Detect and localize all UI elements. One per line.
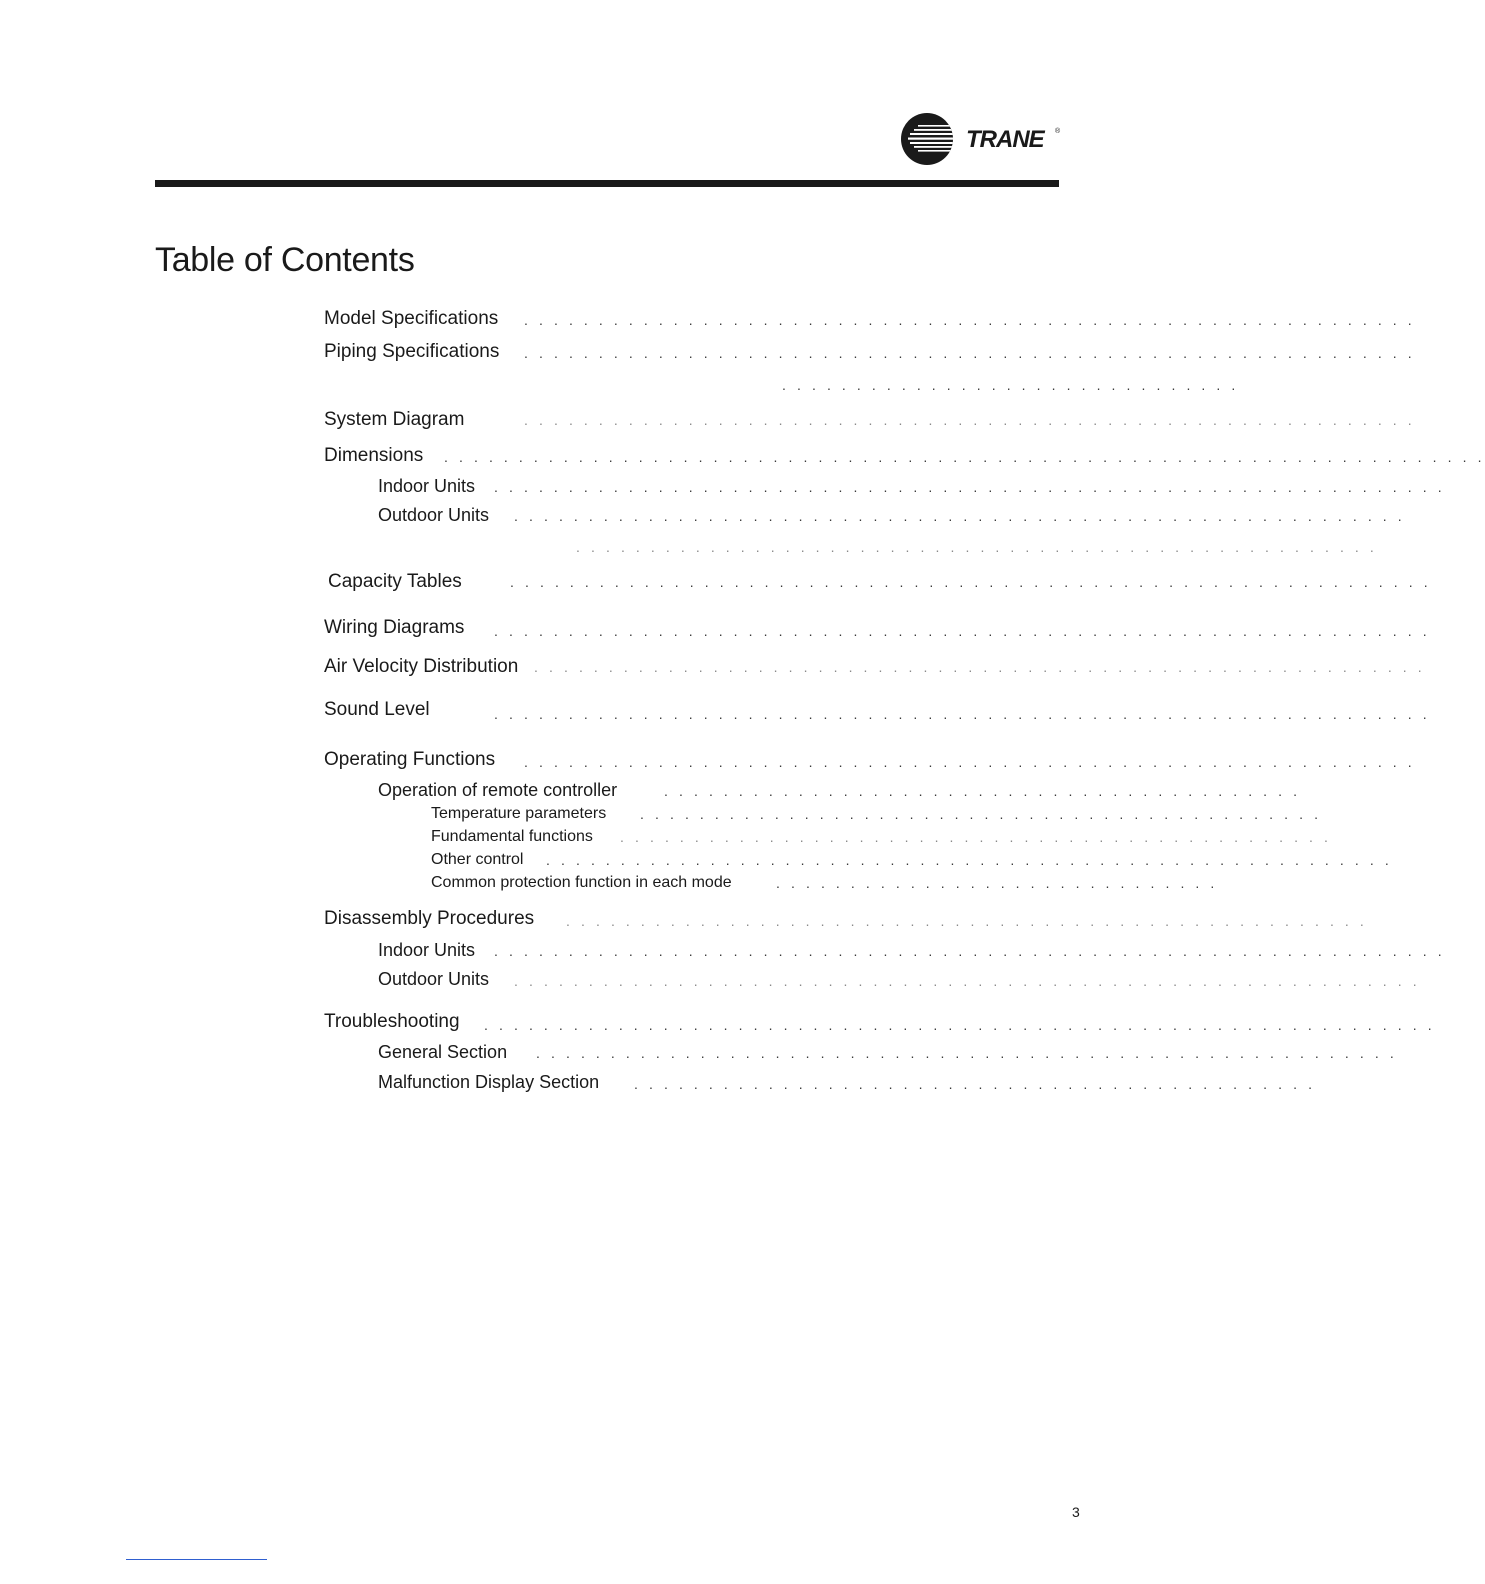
dot-leader: . . . . . . . . . . . . . . . . . . . . . . . . . . . . . . . . . . . . . . . . . . . . . . . . . . . . . . . . . . . . . . . xyxy=(494,706,1431,722)
dot-leader: . . . . . . . . . . . . . . . . . . . . . . . . . . . . . . . . . . . . . . . . . . . . . . . . . . . . . . . . . . xyxy=(536,1045,1398,1061)
dot-leader: . . . . . . . . . . . . . . . . . . . . . . . . . . . . . . . . . . . . . . . . . . . . . . . . . . . . . . . . . . . . xyxy=(524,412,1416,428)
toc-disassembly-indoor-units[interactable]: Indoor Units xyxy=(378,940,476,960)
toc-piping-specifications[interactable]: Piping Specifications xyxy=(324,341,500,362)
toc-disassembly-outdoor-units[interactable]: Outdoor Units xyxy=(378,969,490,989)
trane-logo xyxy=(900,111,1065,167)
toc-other-control[interactable]: Other control xyxy=(431,851,524,868)
dot-leader: . . . . . . . . . . . . . . . . . . . . . . . . . . . . . . . . . . . . . . . . . . . . . . . . . . . . . . . . . . . . xyxy=(524,312,1416,328)
toc-system-diagram[interactable]: System Diagram xyxy=(324,409,465,430)
logo-registered-mark: ® xyxy=(1055,128,1061,135)
dot-leader: . . . . . . . . . . . . . . . . . . . . . . . . . . . . . . xyxy=(776,875,1218,891)
dot-leader: . . . . . . . . . . . . . . . . . . . . . . . . . . . . . . . . . . . . . . . . . . . . . . . . . . . . . . xyxy=(576,539,1378,555)
header-rule xyxy=(155,180,1059,187)
dot-leader: . . . . . . . . . . . . . . . . . . . . . . . . . . . . . . . . . . . . . . . . . . . . . . . . . . . . . . . . . . . . xyxy=(534,659,1426,675)
toc-operating-functions[interactable]: Operating Functions xyxy=(324,749,496,770)
toc-wiring-diagrams[interactable]: Wiring Diagrams xyxy=(324,617,465,638)
toc-operation-of-remote-controller[interactable]: Operation of remote controller xyxy=(378,780,618,800)
dot-leader: . . . . . . . . . . . . . . . . . . . . . . . . . . . . . . . . . . . . . . . . . . . . . . . . . . . . . . . . . . . . xyxy=(524,345,1416,361)
toc-malfunction-display-section[interactable]: Malfunction Display Section xyxy=(378,1072,600,1092)
dot-leader: . . . . . . . . . . . . . . . . . . . . . . . . . . . . . . . . . . . . . . . . . . . . . . . . . . . . . . . . . . . . . . xyxy=(510,574,1432,590)
page-title: Table of Contents xyxy=(155,241,415,279)
dot-leader: . . . . . . . . . . . . . . . . . . . . . . . . . . . . . . . . . . . . . . . . . . . xyxy=(664,783,1301,799)
dot-leader: . . . . . . . . . . . . . . . . . . . . . . . . . . . . . . . . . . . . . . . . . . . . . . xyxy=(634,1076,1316,1092)
toc-disassembly-procedures[interactable]: Disassembly Procedures xyxy=(324,908,535,929)
dot-leader: . . . . . . . . . . . . . . . . . . . . . . . . . . . . . . . . . . . . . . . . . . . . . . . . . . . . . . . . . . . . . . . . . . . . . . xyxy=(444,449,1485,465)
dot-leader: . . . . . . . . . . . . . . . . . . . . . . . . . . . . . . . xyxy=(782,377,1239,393)
dot-leader: . . . . . . . . . . . . . . . . . . . . . . . . . . . . . . . . . . . . . . . . . . . . . . . . . . . . . . . . . . . . . . . xyxy=(494,623,1431,639)
toc-capacity-tables[interactable]: Capacity Tables xyxy=(328,571,462,592)
toc-sound-level[interactable]: Sound Level xyxy=(324,699,430,720)
dot-leader: . . . . . . . . . . . . . . . . . . . . . . . . . . . . . . . . . . . . . . . . . . . . . . xyxy=(640,806,1322,822)
toc-model-specifications[interactable]: Model Specifications xyxy=(324,308,499,329)
toc-dimensions[interactable]: Dimensions xyxy=(324,445,424,466)
dot-leader: . . . . . . . . . . . . . . . . . . . . . . . . . . . . . . . . . . . . . . . . . . . . . . . . . . . . . . . . . . . . . . . . xyxy=(494,479,1446,495)
toc-troubleshooting[interactable]: Troubleshooting xyxy=(324,1011,460,1032)
dot-leader: . . . . . . . . . . . . . . . . . . . . . . . . . . . . . . . . . . . . . . . . . . . . . . . . . . . . . . . . . . . . . . . . xyxy=(484,1017,1436,1033)
dot-leader: . . . . . . . . . . . . . . . . . . . . . . . . . . . . . . . . . . . . . . . . . . . . . . . . . . . . . . xyxy=(566,913,1368,929)
toc-fundamental-functions[interactable]: Fundamental functions xyxy=(431,828,593,845)
dot-leader: . . . . . . . . . . . . . . . . . . . . . . . . . . . . . . . . . . . . . . . . . . . . . . . . . . . . . . . . . . . . xyxy=(524,754,1416,770)
logo-wordmark: TRANE xyxy=(966,126,1044,153)
dot-leader: . . . . . . . . . . . . . . . . . . . . . . . . . . . . . . . . . . . . . . . . . . . . . . . . . . . . . . . . . . . . xyxy=(514,508,1406,524)
toc-common-protection-function[interactable]: Common protection function in each mode xyxy=(431,874,732,891)
toc-temperature-parameters[interactable]: Temperature parameters xyxy=(431,805,607,822)
footer-link-underline[interactable] xyxy=(126,1559,267,1560)
page-number: 3 xyxy=(1072,1504,1080,1520)
dot-leader: . . . . . . . . . . . . . . . . . . . . . . . . . . . . . . . . . . . . . . . . . . . . . . . . xyxy=(620,829,1332,845)
toc-dimensions-indoor-units[interactable]: Indoor Units xyxy=(378,476,476,496)
dot-leader: . . . . . . . . . . . . . . . . . . . . . . . . . . . . . . . . . . . . . . . . . . . . . . . . . . . . . . . . . . . . . xyxy=(514,973,1421,989)
toc-air-velocity-distribution[interactable]: Air Velocity Distribution xyxy=(324,656,519,677)
toc-dimensions-outdoor-units[interactable]: Outdoor Units xyxy=(378,505,490,525)
dot-leader: . . . . . . . . . . . . . . . . . . . . . . . . . . . . . . . . . . . . . . . . . . . . . . . . . . . . . . . . . xyxy=(546,852,1393,868)
toc-general-section[interactable]: General Section xyxy=(378,1042,508,1062)
dot-leader: . . . . . . . . . . . . . . . . . . . . . . . . . . . . . . . . . . . . . . . . . . . . . . . . . . . . . . . . . . . . . . . . xyxy=(494,943,1446,959)
